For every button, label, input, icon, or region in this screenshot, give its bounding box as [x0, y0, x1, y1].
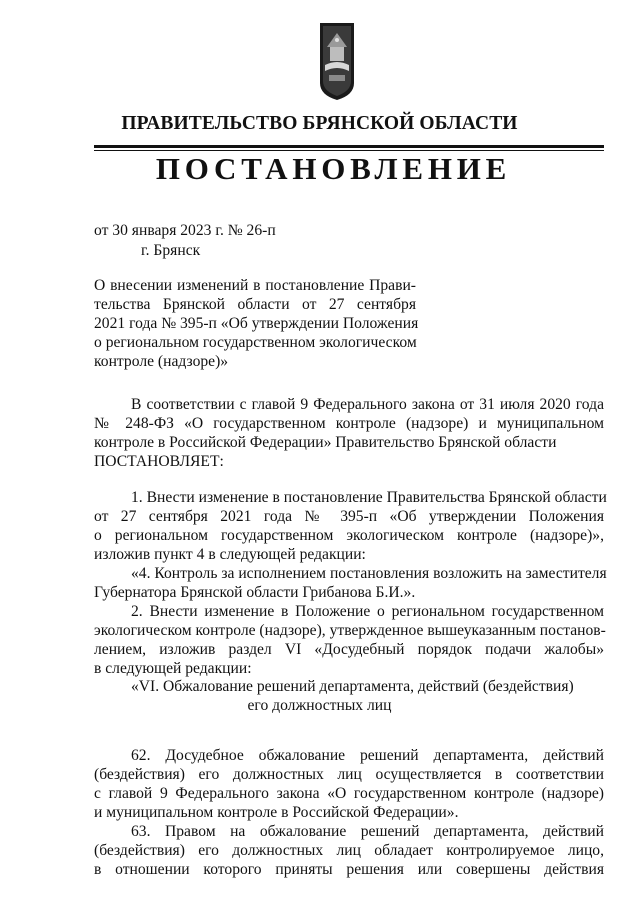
section-heading-line: его должностных лиц: [247, 697, 392, 714]
item1-line: 1. Внести изменение в постановление Правительства Брянской области: [131, 489, 607, 506]
item63-line: в отношении которого приняты решения или совершены действия: [94, 861, 604, 878]
title-line: о региональном государственном экологическом: [94, 334, 417, 351]
item1-line: «4. Контроль за исполнением постановления возложить на заместителя: [131, 565, 607, 582]
preamble-line: № 248-ФЗ «О государственном контроле (надзоре) и муниципальном: [94, 415, 604, 432]
item62-line: и муниципальном контроле в Российской Федерации».: [94, 804, 459, 821]
item2-line: лением, изложив раздел VI «Досудебный порядок подачи жалобы»: [94, 641, 604, 658]
item2-line: экологическом контроле (надзоре), утвержденное вышеуказанным постанов-: [94, 622, 606, 639]
item62-line: 62. Досудебное обжалование решений департамента, действий: [131, 747, 604, 764]
organization-heading: ПРАВИТЕЛЬСТВО БРЯНСКОЙ ОБЛАСТИ: [121, 113, 518, 134]
city-line: г. Брянск: [141, 242, 201, 259]
item62-line: с главой 9 Федерального закона «О государственном контроле (надзоре): [94, 785, 604, 802]
title-line: контроле (надзоре)»: [94, 353, 229, 370]
item63-line: (бездействия) его должностных лиц обладает контролируемое лицо,: [94, 842, 604, 859]
title-line: тельства Брянской области от 27 сентября: [94, 296, 416, 313]
item1-line: от 27 сентября 2021 года № 395-п «Об утверждении Положения: [94, 508, 604, 525]
item1-line: изложив пункт 4 в следующей редакции:: [94, 546, 366, 563]
item63-line: 63. Правом на обжалование решений департамента, действий: [131, 823, 604, 840]
item2-line: 2. Внести изменение в Положение о региональном государственном: [131, 603, 604, 620]
document-type-heading: ПОСТАНОВЛЕНИЕ: [155, 151, 512, 186]
item2-line: в следующей редакции:: [94, 660, 252, 677]
preamble-line: В соответствии с главой 9 Федерального закона от 31 июля 2020 года: [131, 396, 604, 413]
title-line: О внесении изменений в постановление Прави-: [94, 277, 416, 294]
item1-line: о региональном государственном экологическом контроле (надзоре)»,: [94, 527, 604, 544]
title-line: 2021 года № 395-п «Об утверждении Положения: [94, 315, 419, 332]
preamble-line: ПОСТАНОВЛЯЕТ:: [94, 453, 224, 470]
header-rule-thick: [94, 145, 604, 148]
section-heading-line: «VI. Обжалование решений департамента, действий (бездействия): [131, 678, 574, 695]
item1-line: Губернатора Брянской области Грибанова Б.И.».: [94, 584, 416, 601]
preamble-line: контроле в Российской Федерации» Правительство Брянской области: [94, 434, 557, 451]
coat-of-arms-emblem: [319, 21, 355, 101]
date-number-line: от 30 января 2023 г. № 26-п: [94, 222, 276, 239]
item62-line: (бездействия) его должностных лиц осуществляется в соответствии: [94, 766, 604, 783]
